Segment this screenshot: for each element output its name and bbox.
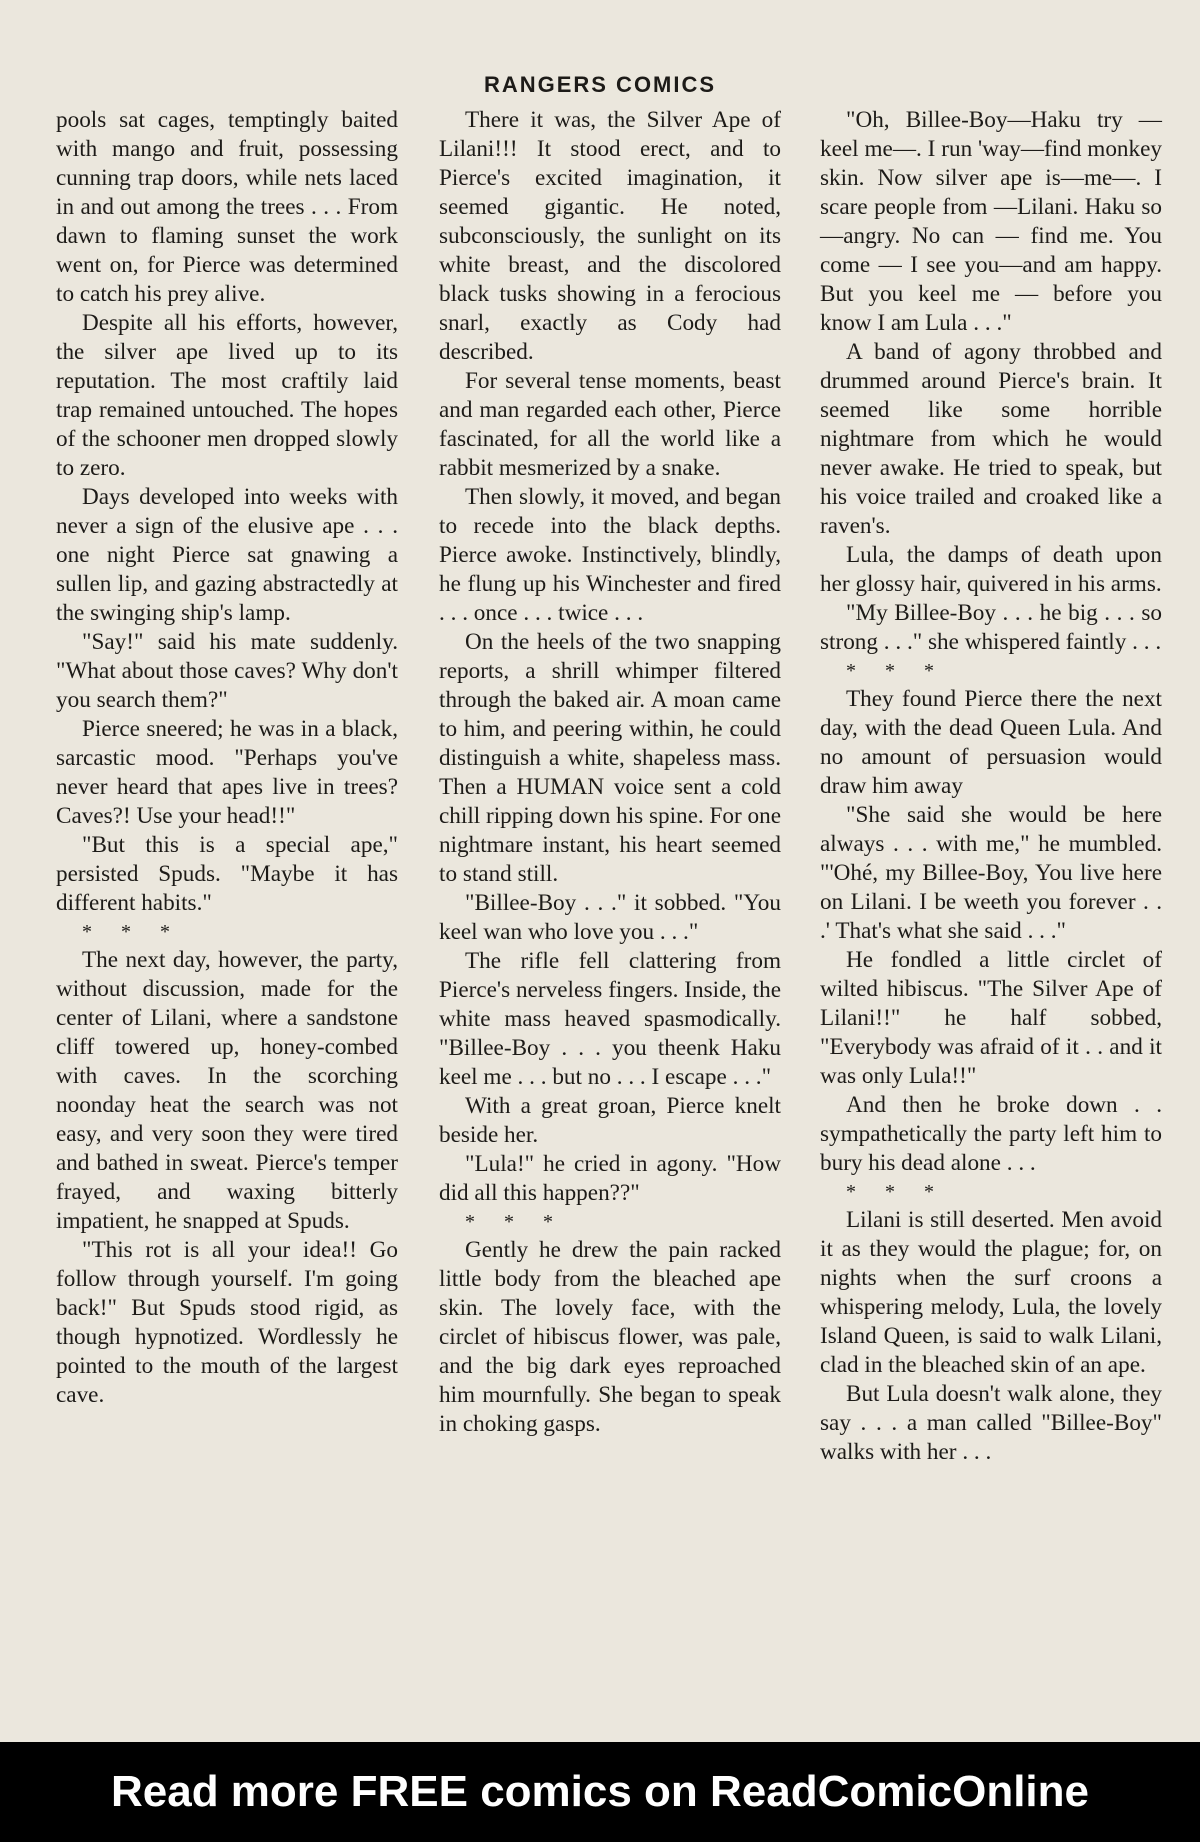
paragraph: With a great groan, Pierce knelt beside her. [439,1093,781,1148]
page-header: RANGERS COMICS [483,72,717,97]
paragraph: But Lula doesn't walk alone, they say . . . a man called "Billee-Boy" walks with her . . . [820,1381,1162,1465]
paragraph: "But this is a special ape," persisted Spuds. "Maybe it has different habits." [56,832,398,916]
section-separator: * * * [82,921,182,943]
paragraph: The next day, however, the party, without discussion, made for the center of Lilani, where a sandstone cliff towered up, honey-combed with caves. In the scorching noonday heat the search was not easy, and very soon they were tired and bathed in sweat. Pierce's temper frayed, and waxing bitterly impatient, he snapped at Spuds. [56,947,398,1234]
paragraph: Despite all his efforts, however, the silver ape lived up to its reputation. The most craftily laid trap remained untouched. The hopes of the schooner men dropped slowly to zero. [56,310,398,481]
paragraph: A band of agony throbbed and drummed around Pierce's brain. It seemed like some horrible nightmare from which he would never awake. He tried to speak, but his voice trailed and croaked like a raven's. [820,339,1162,539]
paragraph: Gently he drew the pain racked little body from the bleached ape skin. The lovely face, with the circlet of hibiscus flower, was pale, and the big dark eyes reproached him mournfully. She began to speak in choking gasps. [439,1237,781,1437]
paragraph: On the heels of the two snapping reports, a shrill whimper filtered through the baked air. A moan came to him, and peering within, he could distinguish a white, shapeless mass. Then a HUMAN voice sent a cold chill ripping down his spine. For one nightmare instant, his heart seemed to stand still. [439,629,781,887]
section-separator: * * * [846,1181,946,1203]
paragraph: He fondled a little circlet of wilted hibiscus. "The Silver Ape of Lilani!!" he half sobbed, "Everybody was afraid of it . . and it was only Lula!!" [820,947,1162,1089]
paragraph: "Lula!" he cried in agony. "How did all this happen??" [439,1151,781,1206]
paragraph: "Say!" said his mate suddenly. "What about those caves? Why don't you search them?" [56,629,398,713]
paragraph: And then he broke down . . sympathetically the party left him to bury his dead alone . . . [820,1092,1162,1176]
paragraph: pools sat cages, temptingly baited with mango and fruit, possessing cunning trap doors, while nets laced in and out among the trees . . . From dawn to flaming sunset the work went on, for Pierce was determined to catch his prey alive. [56,107,398,307]
section-separator: * * * [846,660,946,682]
promo-banner: Read more FREE comics on ReadComicOnline [0,1742,1200,1842]
section-separator: * * * [465,1211,565,1233]
paragraph: "This rot is all your idea!! Go follow through yourself. I'm going back!" But Spuds stood rigid, as though hypnotized. Wordlessly he pointed to the mouth of the largest cave. [56,1237,398,1408]
paragraph: Pierce sneered; he was in a black, sarcastic mood. "Perhaps you've never heard that apes live in trees? Caves?! Use your head!!" [56,716,398,829]
text-column-3 [820,106,1162,1467]
paragraph: "Oh, Billee-Boy—Haku try —keel me—. I run 'way—find monkey skin. Now silver ape is—me—. I scare people from —Lilani. Haku so—angry. No can — find me. You come — I see you—and am happy. But you keel me — before you know I am Lula . . ." [820,107,1162,336]
paragraph: "Billee-Boy . . ." it sobbed. "You keel wan who love you . . ." [439,890,781,945]
paragraph: The rifle fell clattering from Pierce's nerveless fingers. Inside, the white mass heaved spasmodically. "Billee-Boy . . . you theenk Haku keel me . . . but no . . . I escape . . ." [439,948,781,1090]
paragraph: "My Billee-Boy . . . he big . . . so strong . . ." she whispered faintly . . . [820,600,1162,655]
paragraph: Lilani is still deserted. Men avoid it as they would the plague; for, on nights when the surf croons a whispering melody, Lula, the lovely Island Queen, is said to walk Lilani, clad in the bleached skin of an ape. [820,1207,1162,1378]
paragraph: For several tense moments, beast and man regarded each other, Pierce fascinated, for all the world like a rabbit mesmerized by a snake. [439,368,781,481]
text-column-2 [439,106,781,1439]
paragraph: Lula, the damps of death upon her glossy hair, quivered in his arms. [820,542,1162,597]
paragraph: "She said she would be here always . . . with me," he mumbled. "'Ohé, my Billee-Boy, You live here on Lilani. I be weeth you forever . . .' That's what she said . . ." [820,802,1162,944]
paragraph: There it was, the Silver Ape of Lilani!!! It stood erect, and to Pierce's excited imagination, it seemed gigantic. He noted, subconsciously, the sunlight on its white breast, and the discolored black tusks showing in a ferocious snarl, exactly as Cody had described. [439,107,781,365]
paragraph: Then slowly, it moved, and began to recede into the black depths. Pierce awoke. Instinctively, blindly, he flung up his Winchester and fired . . . once . . . twice . . . [439,484,781,626]
paragraph: They found Pierce there the next day, with the dead Queen Lula. And no amount of persuasion would draw him away [820,686,1162,799]
text-column-1 [56,106,398,1410]
paragraph: Days developed into weeks with never a sign of the elusive ape . . . one night Pierce sat gnawing a sullen lip, and gazing abstractedly at the swinging ship's lamp. [56,484,398,626]
